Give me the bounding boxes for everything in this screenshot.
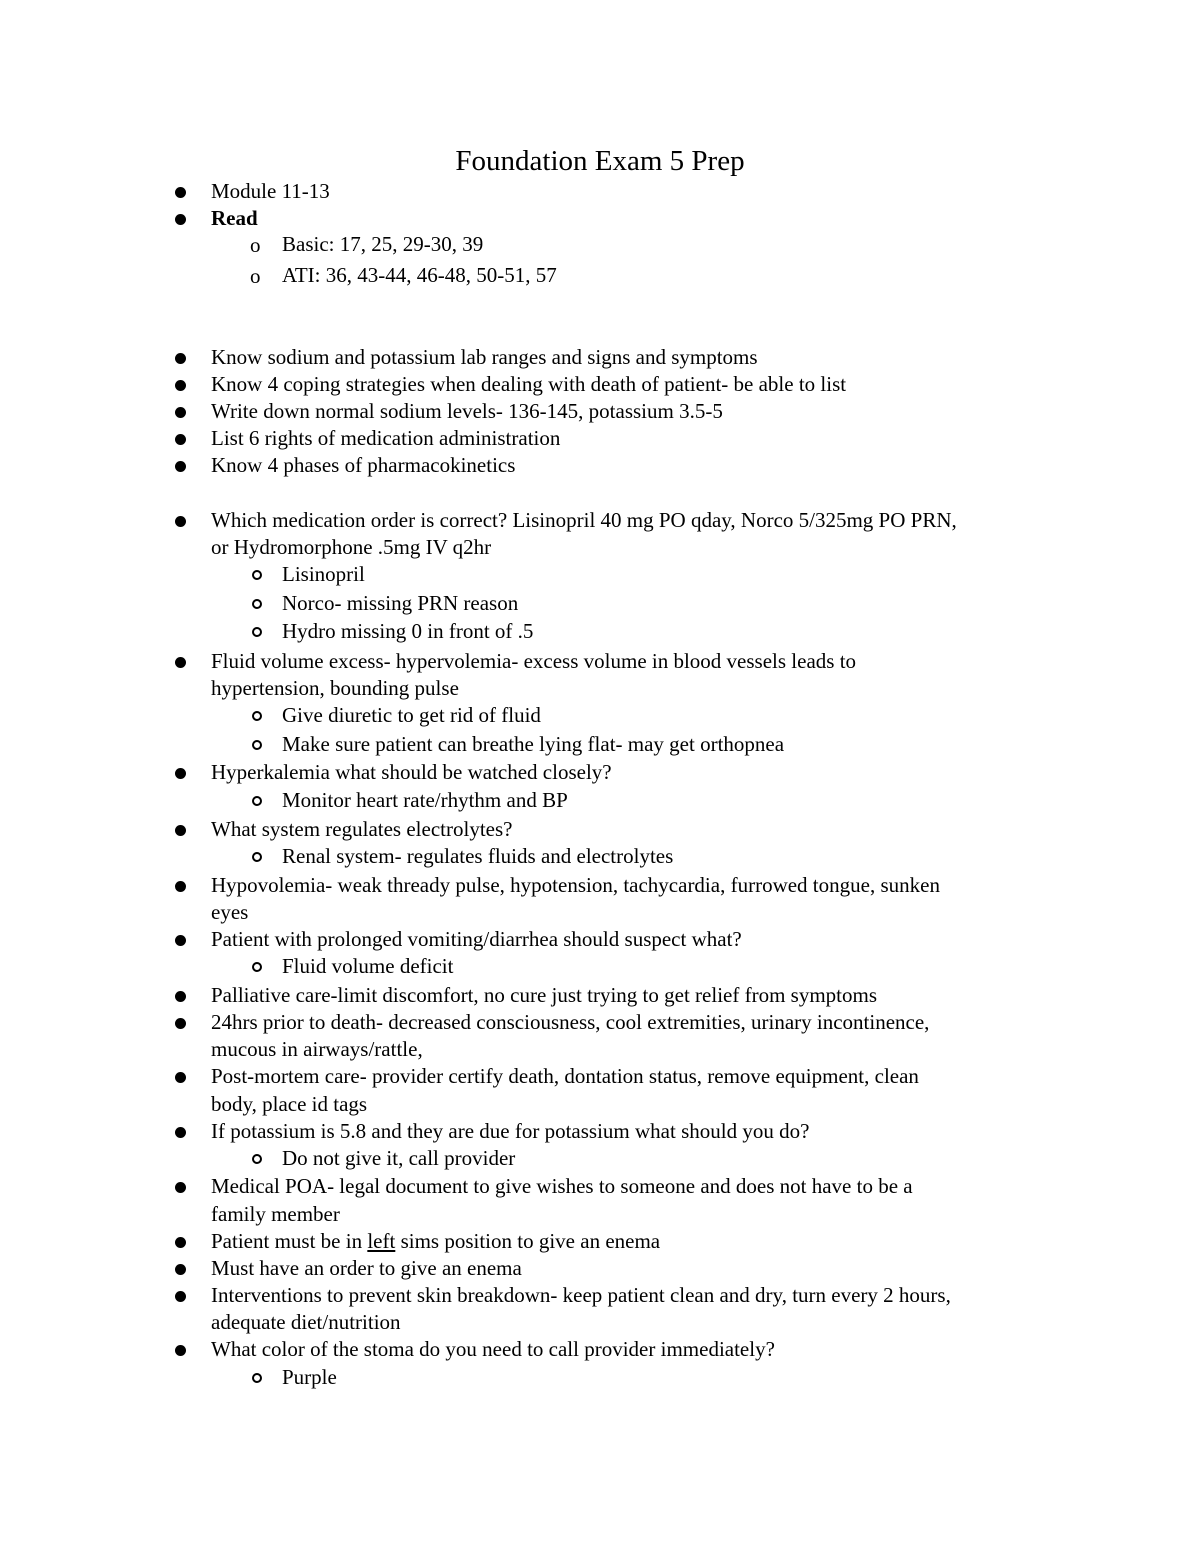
list-item-continuation: hypertension, bounding pulse	[211, 676, 459, 700]
sub-bullet-icon	[252, 740, 262, 750]
list-item: Hypovolemia- weak thready pulse, hypotension, tachycardia, furrowed tongue, sunken	[211, 873, 940, 897]
sub-bullet-icon	[252, 627, 262, 637]
list-item: 24hrs prior to death- decreased consciousness, cool extremities, urinary incontinence,	[211, 1010, 930, 1034]
bullet-icon	[175, 461, 186, 472]
sub-list-item: Renal system- regulates fluids and electrolytes	[282, 844, 674, 868]
bullet-icon	[175, 1018, 186, 1029]
list-item: Fluid volume excess- hypervolemia- excess volume in blood vessels leads to	[211, 649, 857, 673]
page-title: Foundation Exam 5 Prep	[455, 145, 745, 177]
list-item: Hyperkalemia what should be watched closely?	[211, 760, 612, 784]
list-item: List 6 rights of medication administration	[211, 426, 561, 450]
bullet-icon	[175, 516, 186, 527]
sub-bullet-icon	[252, 570, 262, 580]
sub-bullet-icon	[252, 962, 262, 972]
bullet-icon	[175, 1127, 186, 1138]
sub-bullet-icon	[252, 1154, 262, 1164]
sub-list-item: Give diuretic to get rid of fluid	[282, 703, 541, 727]
list-item: Medical POA- legal document to give wishes to someone and does not have to be a	[211, 1174, 913, 1198]
list-item: Palliative care-limit discomfort, no cure just trying to get relief from symptoms	[211, 983, 878, 1007]
list-item-continuation: eyes	[211, 900, 249, 924]
list-item: Read	[211, 206, 258, 230]
list-item: Must have an order to give an enema	[211, 1256, 522, 1280]
bullet-icon	[175, 1237, 186, 1248]
sub-bullet-icon	[252, 711, 262, 721]
list-item-continuation: family member	[211, 1202, 340, 1226]
text-segment: sims position to give an enema	[395, 1229, 661, 1253]
list-item: Know sodium and potassium lab ranges and signs and symptoms	[211, 345, 758, 369]
sub-list-item: Hydro missing 0 in front of .5	[282, 619, 534, 643]
bullet-icon	[175, 1345, 186, 1356]
sub-list-item: Fluid volume deficit	[282, 954, 454, 978]
sub-bullet-icon	[252, 852, 262, 862]
list-item-continuation: adequate diet/nutrition	[211, 1310, 401, 1334]
list-item-continuation: body, place id tags	[211, 1092, 368, 1116]
bullet-icon	[175, 353, 186, 364]
bullet-icon	[175, 657, 186, 668]
bullet-icon	[175, 407, 186, 418]
bullet-icon	[175, 1291, 186, 1302]
sub-bullet-icon	[252, 796, 262, 806]
bullet-icon	[175, 768, 186, 779]
bullet-icon	[175, 434, 186, 445]
list-item: If potassium is 5.8 and they are due for potassium what should you do?	[211, 1119, 810, 1143]
sub-list-item: Make sure patient can breathe lying flat- may get orthopnea	[282, 732, 785, 756]
bullet-icon	[175, 380, 186, 391]
list-item: What system regulates electrolytes?	[211, 817, 513, 841]
list-item-continuation: mucous in airways/rattle,	[211, 1037, 423, 1061]
list-item: Know 4 phases of pharmacokinetics	[211, 453, 516, 477]
bullet-icon	[175, 1072, 186, 1083]
sub-list-item: Do not give it, call provider	[282, 1146, 516, 1170]
list-item	[211, 1228, 660, 1255]
sub-bullet-icon	[252, 1373, 262, 1383]
sub-list-item: Norco- missing PRN reason	[282, 591, 519, 615]
bullet-icon	[175, 881, 186, 892]
sub-bullet-icon: o	[250, 264, 261, 288]
sub-bullet-icon: o	[250, 233, 261, 257]
bullet-icon	[175, 991, 186, 1002]
sub-bullet-icon	[252, 599, 262, 609]
list-item: What color of the stoma do you need to call provider immediately?	[211, 1337, 775, 1361]
sub-list-item: Lisinopril	[282, 562, 365, 586]
sub-list-item: Basic: 17, 25, 29-30, 39	[282, 232, 484, 256]
bullet-icon	[175, 214, 186, 225]
sub-list-item: ATI: 36, 43-44, 46-48, 50-51, 57	[282, 263, 557, 287]
bullet-icon	[175, 1264, 186, 1275]
bullet-icon	[175, 187, 186, 198]
list-item: Interventions to prevent skin breakdown- keep patient clean and dry, turn every 2 hours,	[211, 1283, 951, 1307]
bullet-icon	[175, 935, 186, 946]
underlined-word: left	[367, 1229, 396, 1253]
list-item: Know 4 coping strategies when dealing with death of patient- be able to list	[211, 372, 847, 396]
list-item: Post-mortem care- provider certify death, dontation status, remove equipment, clean	[211, 1064, 919, 1088]
text-segment: Patient must be in	[211, 1229, 368, 1253]
list-item: Patient with prolonged vomiting/diarrhea should suspect what?	[211, 927, 742, 951]
sub-list-item: Purple	[282, 1365, 337, 1389]
sub-list-item: Monitor heart rate/rhythm and BP	[282, 788, 568, 812]
bullet-icon	[175, 825, 186, 836]
list-item: Module 11-13	[211, 179, 330, 203]
list-item: Which medication order is correct? Lisinopril 40 mg PO qday, Norco 5/325mg PO PRN,	[211, 508, 957, 532]
list-item: Write down normal sodium levels- 136-145, potassium 3.5-5	[211, 399, 723, 423]
bullet-icon	[175, 1182, 186, 1193]
list-item-continuation: or Hydromorphone .5mg IV q2hr	[211, 535, 492, 559]
